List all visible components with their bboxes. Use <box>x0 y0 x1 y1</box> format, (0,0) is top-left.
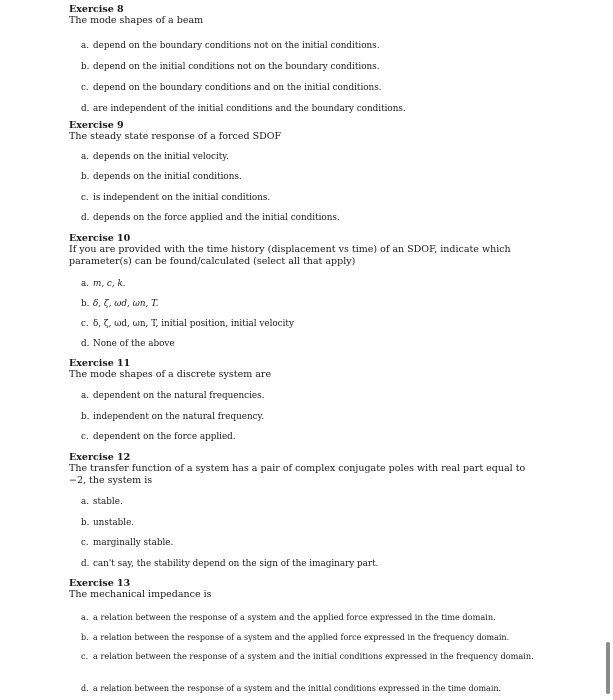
exercise-title: Exercise 8 <box>69 4 124 15</box>
exercise-9 <box>69 120 549 223</box>
option-d[interactable]: d. are independent of the initial conditions and the boundary conditions. <box>81 104 406 114</box>
exercise-13 <box>69 578 549 693</box>
exercise-title: Exercise 10 <box>69 233 131 244</box>
option-a[interactable]: a. stable. <box>81 497 123 507</box>
option-b[interactable]: b. independent on the natural frequency. <box>81 412 265 422</box>
option-a[interactable]: a. depend on the boundary conditions not on the initial conditions. <box>81 41 380 51</box>
scrollbar-thumb[interactable] <box>606 642 610 694</box>
exercise-8 <box>69 4 549 114</box>
exercise-12 <box>69 452 544 569</box>
option-b[interactable]: b. depends on the initial conditions. <box>81 172 242 182</box>
option-b[interactable]: b. depend on the initial conditions not on the boundary conditions. <box>81 62 380 72</box>
option-c[interactable]: c. is independent on the initial conditions. <box>81 193 271 203</box>
option-c[interactable]: c. marginally stable. <box>81 538 174 548</box>
exercise-question: The mechanical impedance is <box>69 589 212 600</box>
exercise-question: The mode shapes of a beam <box>69 15 204 26</box>
option-c[interactable]: c. δ, ζ, ωd, ωn, T, initial position, initial velocity <box>81 319 294 329</box>
exercise-11 <box>69 358 549 442</box>
option-d[interactable]: d. can't say, the stability depend on the sign of the imaginary part. <box>81 559 379 569</box>
exercise-question: The mode shapes of a discrete system are <box>69 369 272 380</box>
option-c[interactable]: c. a relation between the response of a system and the initial conditions expressed in the frequency domain. <box>81 651 534 661</box>
option-a[interactable]: a. depends on the initial velocity. <box>81 152 229 162</box>
option-b[interactable]: b. a relation between the response of a system and the applied force expressed in the frequency domain. <box>81 633 510 642</box>
option-d[interactable]: d. None of the above <box>81 339 175 349</box>
exercise-question: The steady state response of a forced SDOF <box>69 131 282 142</box>
option-a[interactable]: a. m, c, k. <box>81 279 126 289</box>
exercise-question: If you are provided with the time history (displacement vs time) of an SDOF, indicate which parameter(s) can be found/calculated (select all that apply) <box>69 244 511 267</box>
option-b[interactable]: b. unstable. <box>81 518 135 528</box>
option-a[interactable]: a. a relation between the response of a system and the applied force expressed in the time domain. <box>81 612 496 622</box>
option-d[interactable]: d. a relation between the response of a system and the initial conditions expressed in the time domain. <box>81 684 502 693</box>
exercise-title: Exercise 11 <box>69 358 131 369</box>
option-c[interactable]: c. depend on the boundary conditions and on the initial conditions. <box>81 83 382 93</box>
exercise-10 <box>69 233 544 349</box>
option-a[interactable]: a. dependent on the natural frequencies. <box>81 391 265 401</box>
exercise-question: The transfer function of a system has a pair of complex conjugate poles with real part equal to −2, the system is <box>69 463 526 486</box>
exercise-title: Exercise 9 <box>69 120 124 131</box>
exercise-title: Exercise 13 <box>69 578 131 589</box>
option-d[interactable]: d. depends on the force applied and the initial conditions. <box>81 213 340 223</box>
option-b[interactable]: b. δ, ζ, ωd, ωn, T. <box>81 299 159 309</box>
option-c[interactable]: c. dependent on the force applied. <box>81 432 236 442</box>
exercise-title: Exercise 12 <box>69 452 131 463</box>
